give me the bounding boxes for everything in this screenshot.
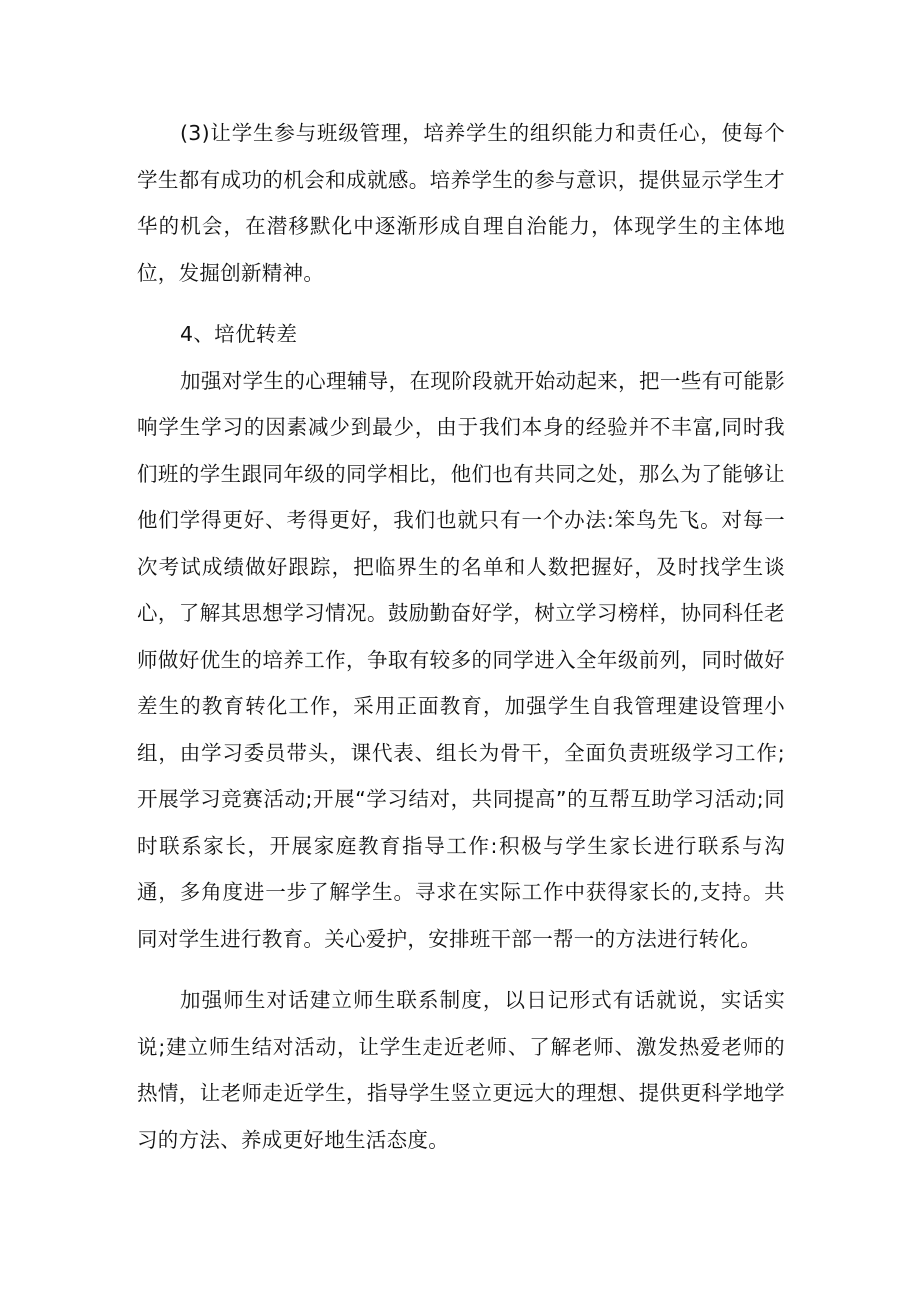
paragraph-teacher-student-dialogue: 加强师生对话建立师生联系制度，以日记形式有话就说，实话实说;建立师生结对活动，让学生走近老师、了解老师、激发热爱老师的热情，让老师走近学生，指导学生竖立更远大的理想、提供更科学地学习的方法、养成更好地生活态度。: [137, 988, 785, 1152]
section-heading-4: 4、培优转差: [180, 322, 298, 346]
paragraph-student-counseling: 加强对学生的心理辅导，在现阶段就开始动起来，把一些有可能影响学生学习的因素减少到最少，由于我们本身的经验并不丰富,同时我们班的学生跟同年级的同学相比，他们也有共同之处，那么为了能够让他们学得更好、考得更好，我们也就只有一个办法:笨鸟先飞。对每一次考试成绩做好跟踪，把临界生的名单和人数把握好，及时找学生谈心，了解其思想学习情况。鼓励勤奋好学，树立学习榜样，协同科任老师做好优生的培养工作，争取有较多的同学进入全年级前列，同时做好差生的教育转化工作，采用正面教育，加强学生自我管理建设管理小组，由学习委员带头，课代表、组长为骨干，全面负责班级学习工作;开展学习竞赛活动;开展“学习结对，共同提高”的互帮互助学习活动;同时联系家长，开展家庭教育指导工作:积极与学生家长进行联系与沟通，多角度进一步了解学生。寻求在实际工作中获得家长的,支持。共同对学生进行教育。关心爱护，安排班干部一帮一的方法进行转化。: [137, 368, 785, 951]
document-body: [137, 110, 785, 1163]
paragraph-student-management: (3)让学生参与班级管理，培养学生的组织能力和责任心，使每个学生都有成功的机会和成就感。培养学生的参与意识，提供显示学生才华的机会，在潜移默化中逐渐形成自理自治能力，体现学生的主体地位，发掘创新精神。: [137, 121, 785, 285]
